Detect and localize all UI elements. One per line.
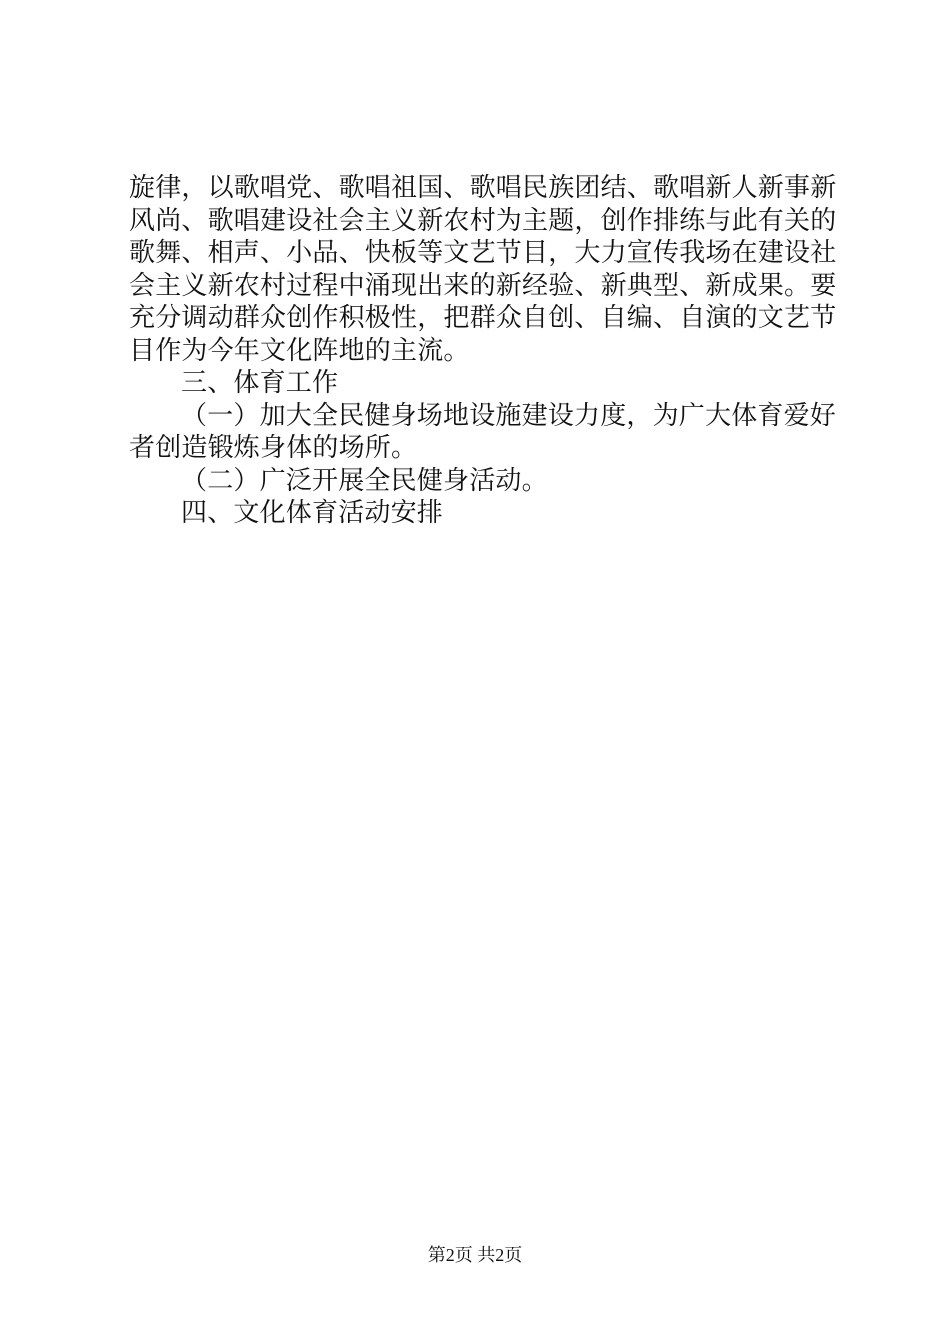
paragraph-line: 充分调动群众创作积极性，把群众自创、自编、自演的文艺节 bbox=[129, 303, 837, 333]
paragraph-line: 风尚、歌唱建设社会主义新农村为主题，创作排练与此有关的 bbox=[129, 205, 837, 236]
section-heading-sports: 三、体育工作 bbox=[181, 368, 339, 398]
paragraph-line: 目作为今年文化阵地的主流。 bbox=[129, 335, 470, 366]
paragraph-line: 旋律，以歌唱党、歌唱祖国、歌唱民族团结、歌唱新人新事新 bbox=[129, 173, 837, 203]
document-body bbox=[129, 172, 837, 530]
list-item-line: 者创造锻炼身体的场所。 bbox=[129, 433, 418, 463]
list-item: （二）广泛开展全民健身活动。 bbox=[181, 465, 548, 496]
list-item-line: （一）加大全民健身场地设施建设力度，为广大体育爱好 bbox=[181, 400, 837, 431]
paragraph-line: 歌舞、相声、小品、快板等文艺节目，大力宣传我场在建设社 bbox=[129, 238, 837, 268]
section-heading-activities: 四、文化体育活动安排 bbox=[181, 498, 444, 528]
paragraph-line: 会主义新农村过程中涌现出来的新经验、新典型、新成果。要 bbox=[129, 270, 837, 301]
page-footer: 第2页 共2页 bbox=[427, 1245, 523, 1265]
